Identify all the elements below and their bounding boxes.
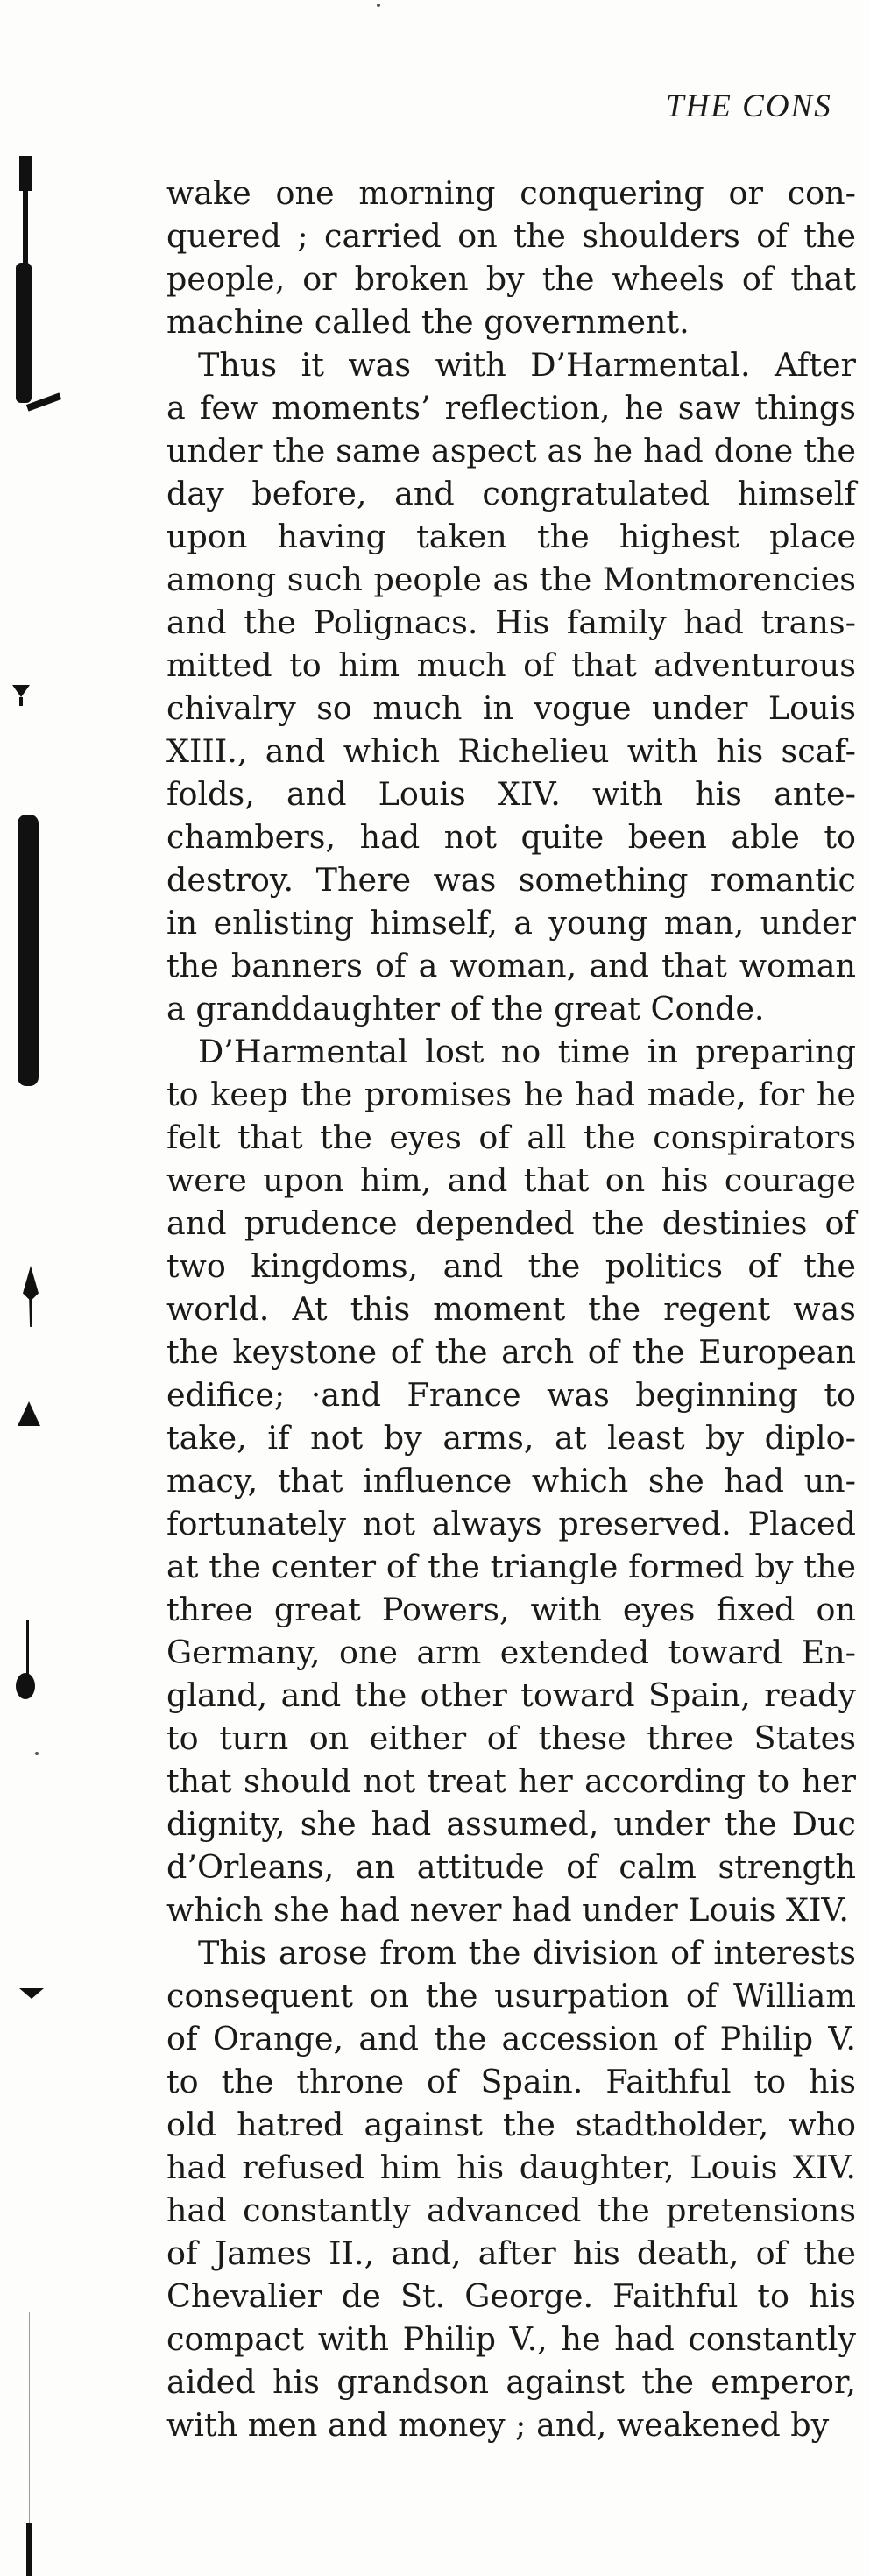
text-line: with men and money ; and, weakened by [166,2406,830,2444]
text-line: the keystone of the arch of the European [166,1333,856,1371]
text-line: upon having taken the highest place [166,518,856,555]
text-line: that should not treat her according to her [166,1762,856,1800]
text-line: people, or broken by the wheels of that [166,260,856,298]
dust-speck [377,4,380,7]
text-line: macy, that influence which she had un- [166,1462,856,1500]
text-line: and prudence depended the destinies of [166,1204,856,1242]
text-line: had constantly advanced the pretensions [166,2191,856,2229]
text-line: take, if not by arms, at least by diplo- [166,1419,856,1457]
text-line: under the same aspect as he had done the [166,432,856,469]
binding-mark [19,1988,44,1999]
text-line: Thus it was with D’Harmental. After [198,346,856,384]
binding-mark [16,1673,35,1699]
binding-mark [18,1401,40,1426]
text-line: and the Polignacs. His family had trans- [166,603,856,641]
text-line: folds, and Louis XIV. with his ante- [166,775,856,813]
text-line: consequent on the usurpation of William [166,1977,856,2015]
text-line: d’Orleans, an attitude of calm strength [166,1848,856,1886]
text-line: chambers, had not quite been able to [166,818,856,856]
binding-mark [18,815,39,1086]
binding-mark [26,2523,32,2576]
text-line: had refused him his daughter, Louis XIV. [166,2149,856,2186]
text-line: chivalry so much in vogue under Louis [166,689,856,727]
text-line: edifice; ·and France was beginning to [166,1376,856,1414]
body-text [166,172,856,2446]
dust-speck [35,1752,39,1755]
binding-mark [16,263,32,403]
binding-mark [23,1266,39,1327]
paragraph [166,1030,856,1931]
text-line: which she had never had under Louis XIV. [166,1891,850,1929]
text-line: aided his grandson against the emperor, [166,2363,856,2401]
paragraph [166,1931,856,2446]
text-line: of James II., and, after his death, of the [166,2234,856,2272]
binding-mark [19,697,23,706]
text-line: a few moments’ reflection, he saw things [166,389,856,427]
text-line: in enlisting himself, a young man, under [166,904,856,942]
paragraph [166,343,856,1030]
text-line: day before, and congratulated himself [166,475,856,512]
text-line: machine called the government. [166,303,690,341]
binding-mark [23,188,28,267]
paragraph [166,172,856,343]
binding-mark [19,156,32,191]
text-line: the banners of a woman, and that woman [166,947,856,985]
text-line: wake one morning conquering or con- [166,174,856,212]
text-line: were upon him, and that on his courage [166,1161,856,1199]
text-line: three great Powers, with eyes fixed on [166,1591,856,1628]
text-line: to keep the promises he had made, for he [166,1076,856,1113]
text-line: gland, and the other toward Spain, ready [166,1676,856,1714]
text-line: dignity, she had assumed, under the Duc [166,1805,856,1843]
text-line: destroy. There was something romantic [166,861,856,899]
running-head: THE CONS [666,88,832,124]
binding-mark [29,2312,30,2523]
text-line: quered ; carried on the shoulders of the [166,217,856,255]
text-line: Chevalier de St. George. Faithful to his [166,2277,856,2315]
text-line: compact with Philip V., he had constantly [166,2320,856,2358]
text-line: to the throne of Spain. Faithful to his [166,2063,856,2100]
text-line: among such people as the Montmorencies [166,561,856,598]
text-line: felt that the eyes of all the conspirators [166,1119,856,1156]
text-line: of Orange, and the accession of Philip V. [166,2020,856,2057]
text-line: two kingdoms, and the politics of the [166,1247,856,1285]
text-line: fortunately not always preserved. Placed [166,1505,856,1542]
text-line: to turn on either of these three States [166,1719,856,1757]
text-line: world. At this moment the regent was [166,1290,856,1328]
text-line: This arose from the division of interests [198,1934,856,1972]
text-line: mitted to him much of that adventurous [166,646,856,684]
binding-mark [12,685,30,697]
text-line: XIII., and which Richelieu with his scaf- [166,732,856,770]
text-line: old hatred against the stadtholder, who [166,2106,856,2143]
text-line: D’Harmental lost no time in preparing [198,1033,856,1070]
text-line: a granddaughter of the great Conde. [166,990,765,1027]
text-line: Germany, one arm extended toward En- [166,1634,856,1671]
text-line: at the center of the triangle formed by the [166,1548,856,1585]
